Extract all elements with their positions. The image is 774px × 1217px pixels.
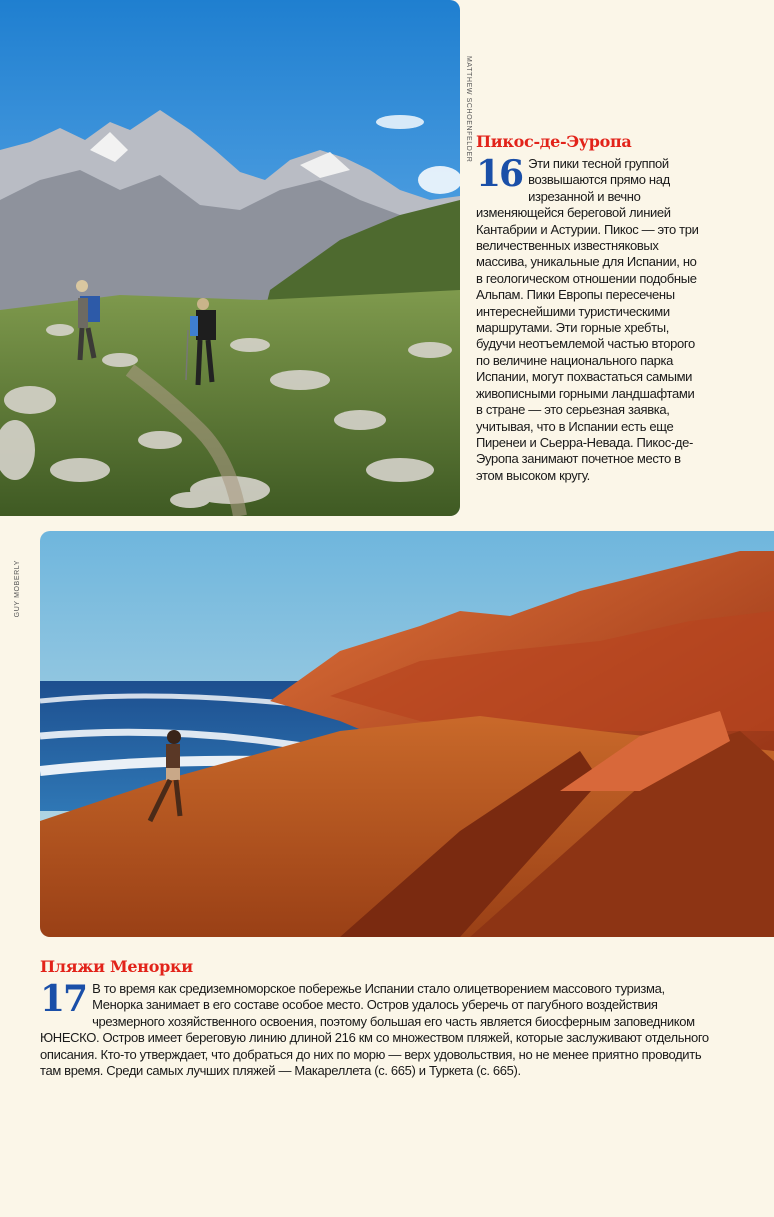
photo-menorca-beach	[40, 531, 774, 937]
article-17-body	[40, 978, 712, 1079]
article-17-number: 17	[40, 978, 87, 1020]
article-16-title: Пикос-де-Эуропа	[476, 132, 632, 151]
article-16-text: Эти пики тесной группой возвышаются прямо над изрезанной и вечно изменяющейся береговой линией Кантабрии и Астурии. Пикос — это три величественных известняковых массива, уникальные для Испании, но в геологическом отношении подобные Альпам. Пики Европы пересечены интереснейшими туристическими маршрутами. Эти горные хребты, будучи неотъемлемой частью второго по величине национального парка Испании, могут похвастаться самыми живописными горными ландшафтами в стране — это серьезная заявка, учитывая, что в Испании есть еще Пиренеи и Сьерра-Невада. Пикос-де-Эуропа занимают почетное место в этом высоком кругу.	[476, 156, 699, 483]
article-17-text: В то время как средиземноморское побережье Испании стало олицетворением массового туризма, Менорка занимает в его составе особое место. Остров удалось уберечь от пагубного воздействия чрезмерного хозяйственного освоения, поэтому большая его часть является биосферным заповедником ЮНЕСКО. Остров имеет береговую линию длиной 216 км со множеством пляжей, которые заслуживают отдельного описания. Кто-то утверждает, что добраться до них по морю — верх удовольствия, но не менее приятно проводить там время. Среди самых лучших пляжей — Макареллета (с. 665) и Туркета (с. 665).	[40, 981, 709, 1079]
article-16-number: 16	[476, 153, 523, 195]
article-16-body	[476, 153, 700, 484]
photo-mountains-hikers	[0, 0, 460, 516]
photo-credit-mountains: MATTHEW SCHOENFELDER	[465, 56, 472, 163]
article-17-title: Пляжи Менорки	[40, 957, 193, 976]
photo-credit-beach: GUY MOBERLY	[14, 560, 21, 618]
